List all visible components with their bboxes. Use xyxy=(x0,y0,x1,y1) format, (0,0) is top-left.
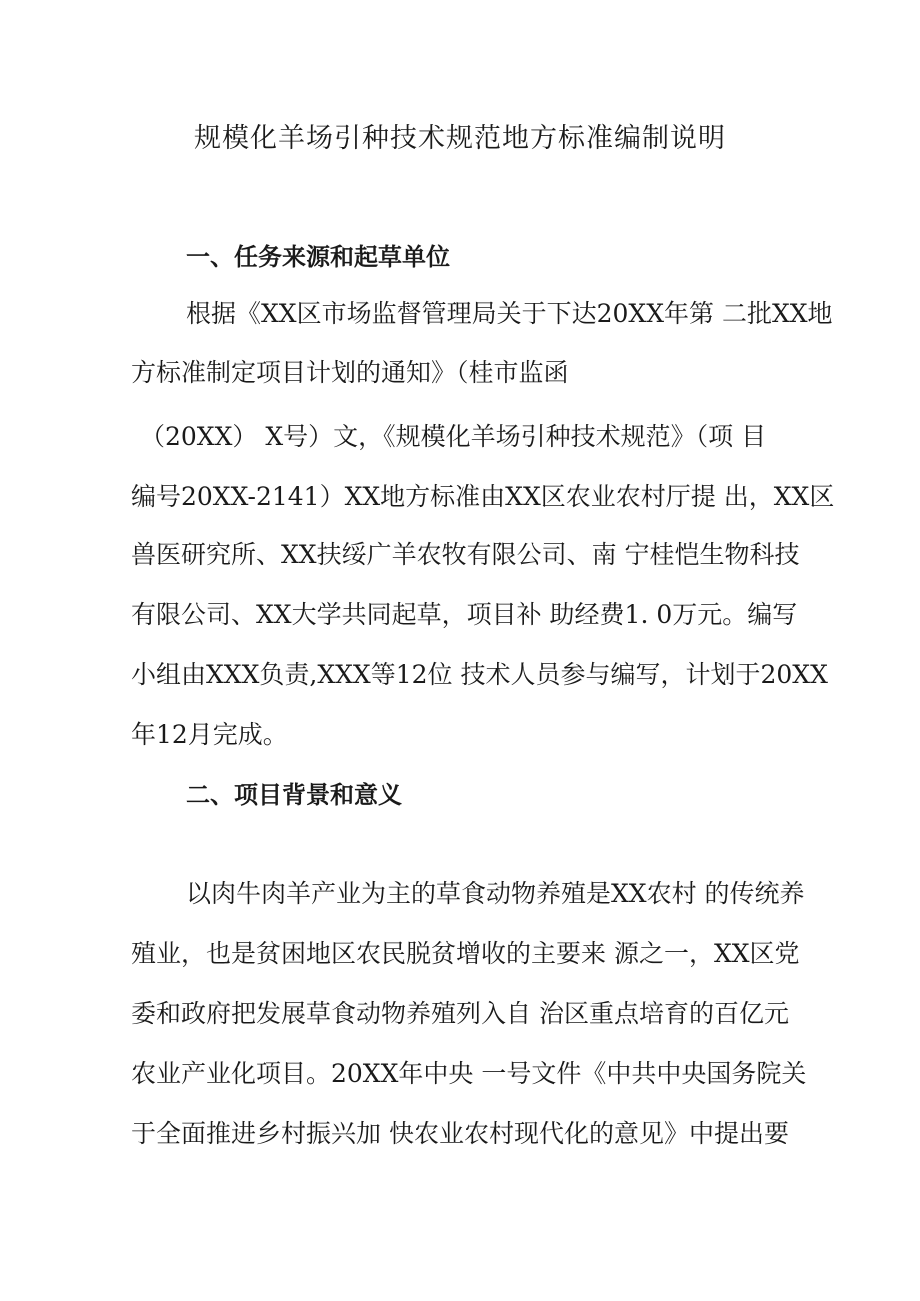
section-1-line: （20XX） X号）文，《规模化羊场引种技术规范》（项 目 xyxy=(140,422,767,451)
section-2-line: 农业产业化项目。20XX年中央 一号文件《中共中央国务院关 xyxy=(131,1059,807,1088)
section-1-line: 小组由XXX负责,XXX等12位 技术人员参与编写，计划于20XX xyxy=(131,660,828,689)
section-1-line: 兽医研究所、XX扶绥广羊农牧有限公司、南 宁桂恺生物科技 xyxy=(131,540,800,569)
section-2-line: 殖业，也是贫困地区农民脱贫增收的主要来 源之一，XX区党 xyxy=(131,939,800,968)
section-2-line: 于全面推进乡村振兴加 快农业农村现代化的意见》中提出要 xyxy=(131,1119,789,1148)
section-1-line: 根据《XX区市场监督管理局关于下达20XX年第 二批XX地 xyxy=(186,299,833,328)
section-1-heading: 一、任务来源和起草单位 xyxy=(186,243,450,271)
section-1-line: 有限公司、XX大学共同起草，项目补 助经费1. 0万元。编写 xyxy=(131,600,798,629)
document-title: 规模化羊场引种技术规范地方标准编制说明 xyxy=(194,123,726,154)
section-2-heading: 二、项目背景和意义 xyxy=(186,781,402,809)
section-1-line: 编号20XX-2141）XX地方标准由XX区农业农村厅提 出，XX区 xyxy=(131,482,835,511)
section-2-line: 委和政府把发展草食动物养殖列入自 治区重点培育的百亿元 xyxy=(131,999,789,1028)
section-2-line: 以肉牛肉羊产业为主的草食动物养殖是XX农村 的传统养 xyxy=(186,879,805,908)
section-1-line: 年12月完成。 xyxy=(131,720,288,749)
section-1-line: 方标准制定项目计划的通知》（桂市监函 xyxy=(131,358,569,387)
